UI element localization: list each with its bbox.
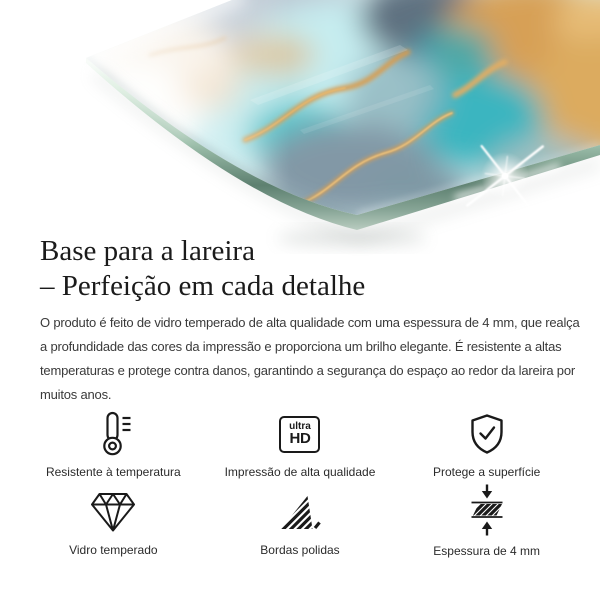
ultra-hd-icon xyxy=(279,411,320,457)
feature-label: Impressão de alta qualidade xyxy=(224,465,376,479)
feature-label: Espessura de 4 mm xyxy=(433,544,541,558)
page-title xyxy=(40,234,572,304)
description-line: O produto é feito de vidro temperado de alta qualidade com uma espessura de 4 mm, que realça xyxy=(40,315,580,330)
feature-thickness xyxy=(393,489,580,558)
polished-edges-icon xyxy=(279,489,321,535)
feature-label: Protege a superfície xyxy=(432,465,541,479)
thermometer-icon xyxy=(92,411,134,457)
shield-check-icon xyxy=(468,411,506,457)
description-line: temperaturas e protege contra danos, garantindo a segurança do espaço ao redor da lareira por xyxy=(40,363,575,378)
description-line: muitos anos. xyxy=(40,387,112,402)
feature-label: Resistente à temperatura xyxy=(45,465,181,479)
feature-temperature-resistant xyxy=(20,411,207,479)
feature-tempered-glass xyxy=(20,489,207,558)
feature-print-quality xyxy=(207,411,394,479)
feature-polished-edges xyxy=(207,489,394,558)
thickness-press-icon xyxy=(469,484,505,536)
feature-surface-protection xyxy=(393,411,580,479)
feature-label: Vidro temperado xyxy=(69,543,158,557)
title-line-2: – Perfeição em cada detalhe xyxy=(40,270,366,302)
product-description-text xyxy=(40,311,580,407)
diamond-icon xyxy=(90,489,136,535)
ultra-hd-icon-text-bottom: HD xyxy=(289,430,311,447)
description-line: a profundidade das cores da impressão e proporciona um brilho elegante. É resistente a altas xyxy=(40,339,562,354)
feature-label: Bordas polidas xyxy=(260,543,340,557)
title-line-1: Base para a lareira xyxy=(40,235,255,267)
features-grid xyxy=(10,411,590,558)
ultra-hd-icon-text-top: ultra xyxy=(289,421,311,432)
